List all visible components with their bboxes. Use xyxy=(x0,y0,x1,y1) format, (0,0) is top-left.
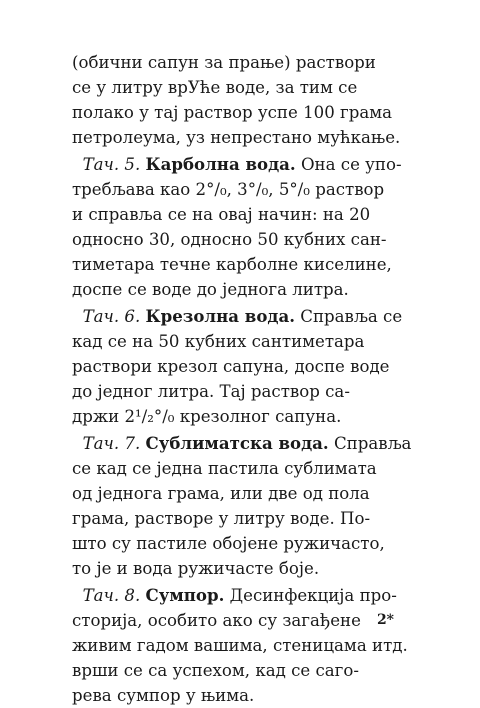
item-label: Тач. 5. xyxy=(82,155,141,174)
paragraph-tach-6 xyxy=(72,304,412,429)
text-line: петролеума, уз непрестано мућкање. xyxy=(72,128,401,147)
text-line: грама, растворе у литру воде. По- xyxy=(72,509,371,528)
text-line: требљава као 2°/₀, 3°/₀, 5°/₀ раствор xyxy=(72,180,385,199)
text-line: доспе се воде до једнога литра. xyxy=(72,280,349,299)
text-run: Она се упо- xyxy=(300,155,402,174)
paragraph-tach-7 xyxy=(72,431,412,581)
item-heading: Крезолна вода. xyxy=(145,306,295,326)
page-text xyxy=(72,50,412,708)
text-line: што су пастиле обојене ружичасто, xyxy=(72,534,385,553)
text-line: врши се са успехом, кад се саго- xyxy=(72,661,359,680)
text-line: и справља се на овај начин: на 20 xyxy=(72,205,371,224)
text-line: кад се на 50 кубних сантиметара xyxy=(72,332,365,351)
text-line: се у литру врУће воде, за тим се xyxy=(72,78,358,97)
paragraph-continuation xyxy=(72,50,412,150)
item-label: Тач. 6. xyxy=(82,307,141,326)
text-run: Справља xyxy=(333,434,412,453)
text-line: до једног литра. Тај раствор са- xyxy=(72,382,350,401)
item-label: Тач. 7. xyxy=(82,434,141,453)
text-line: раствори крезол сапуна, доспе воде xyxy=(72,357,390,376)
text-line: (обични сапун за прање) раствори xyxy=(72,53,376,72)
text-line: живим гадом вашима, стеницама итд. xyxy=(72,636,408,655)
item-heading: Карболна вода. xyxy=(145,154,296,174)
item-label: Тач. 8. xyxy=(82,586,141,605)
text-line: рева сумпор у њима. xyxy=(72,686,255,705)
text-line: то је и вода ружичасте боје. xyxy=(72,559,320,578)
text-line: односно 30, односно 50 кубних сан- xyxy=(72,230,387,249)
text-line: полако у тај раствор успе 100 грама xyxy=(72,103,393,122)
paragraph-tach-8 xyxy=(72,583,412,708)
text-line: од једнога грама, или две од пола xyxy=(72,484,370,503)
text-line xyxy=(72,304,412,329)
text-run: Десинфекција про- xyxy=(229,586,397,605)
text-line xyxy=(72,152,412,177)
item-heading: Сумпор. xyxy=(145,585,225,605)
text-line: сторија, особито ако су загађене xyxy=(72,611,361,630)
paragraph-tach-5 xyxy=(72,152,412,302)
text-run: Справља се xyxy=(300,307,403,326)
text-line: држи 2¹/₂°/₀ крезолног сапуна. xyxy=(72,407,342,426)
text-line xyxy=(72,583,412,608)
item-heading: Сублиматска вода. xyxy=(145,433,329,453)
page-number: 2* xyxy=(376,612,394,628)
text-line: се кад се једна пастила сублимата xyxy=(72,459,377,478)
text-line: тиметара течне карболне киселине, xyxy=(72,255,392,274)
text-line xyxy=(72,431,412,456)
